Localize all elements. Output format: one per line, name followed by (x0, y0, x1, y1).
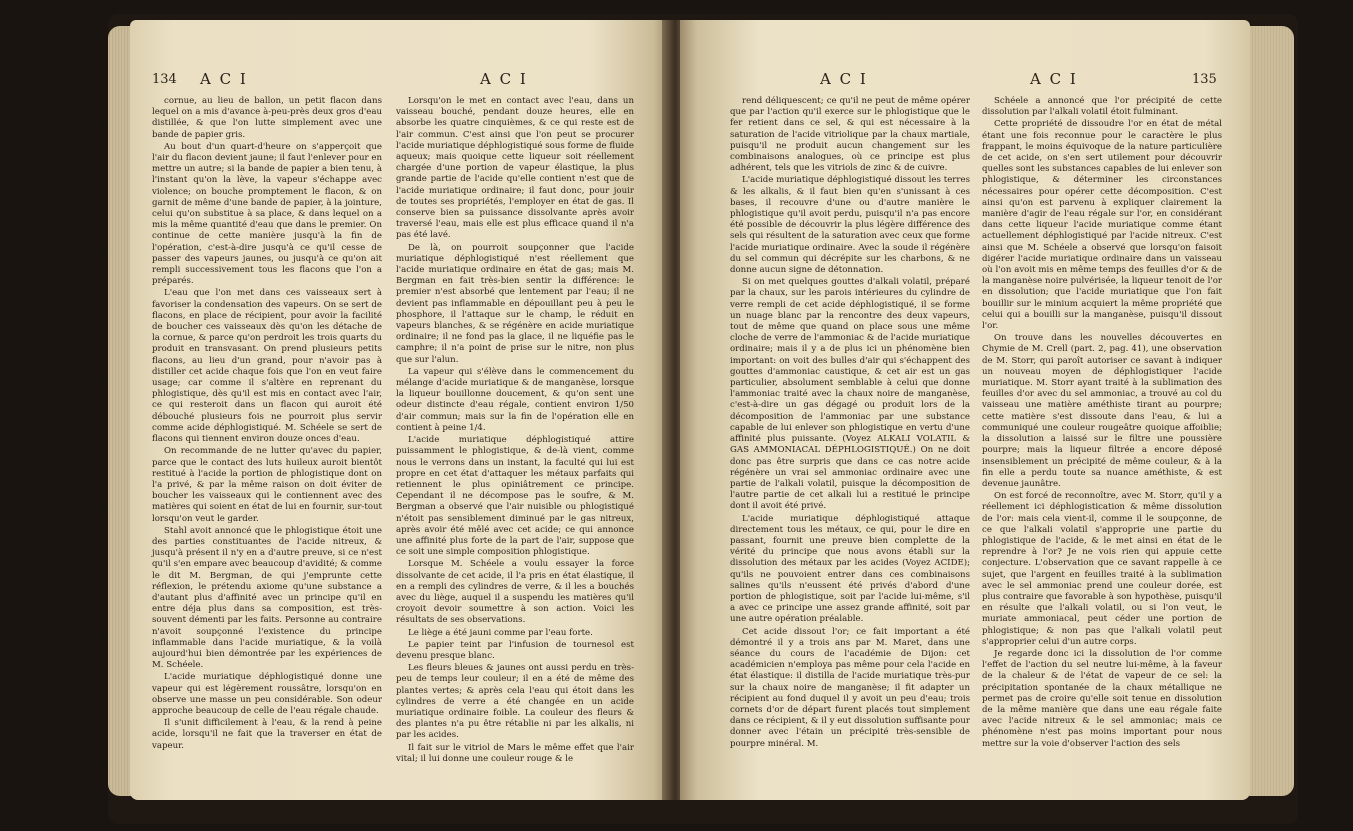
paragraph: Lorsque M. Schéele a voulu essayer la force dissolvante de cet acide, il l'a pris en état élastique, il en a rempli des cylindres de verre, & il les a bouchés avec du liège, auquel il a suspendu les matières qu'il croyoit devoir soumettre à son action. Voici les résultats de ses observations. (396, 559, 634, 626)
paragraph: Si on met quelques gouttes d'alkali volatil, préparé par la chaux, sur les parois intérieures du cylindre de verre rempli de cet acide déphlogistiqué, il se forme un nuage blanc par la rencontre des deux vapeurs, tout de même que quand on place sous une même cloche de verre de l'ammoniac & de l'acide muriatique ordinaire; mais il y a de plus ici un phénomène bien important: on voit des bulles d'air qui s'échappent des gouttes d'ammoniac caustique, & cet air est un gas particulier, absolument semblable à celui que donne l'ammoniac traité avec la chaux noire de manganèse, c'est-à-dire un gas dégagé ou produit lors de la décomposition de l'ammoniac par une substance capable de lui enlever son phlogistique en vertu d'une affinité plus puissante. (Voyez ALKALI VOLATIL & GAS AMMONIACAL DÉPHLOGISTIQUÉ.) On ne doit donc pas être surpris que dans ce cas notre acide régénère un vrai sel ammoniac ordinaire avec une partie de l'alkali volatil, puisque la décomposition de l'autre partie de cet alkali lui a restitué le principe dont il avoit été privé. (730, 277, 970, 512)
paragraph: Au bout d'un quart-d'heure on s'apperçoit que l'air du flacon devient jaune; il faut l'enlever pour en mettre un autre; si la bande de papier a bien tenu, à l'instant qu'on la lève, la vapeur s'échappe avec violence; on bouche promptement le flacon, & on garnit de même d'une bande de papier, à la jointure, celui qu'on substitue à sa place, & dans lequel on a mis la même quantité d'eau que dans le premier. On continue de cette manière jusqu'à la fin de l'opération, c'est-à-dire jusqu'à ce qu'il cesse de passer des vapeurs jaunes, ou jusqu'à ce qu'on ait rempli successivement tous les flacons que l'on a préparés. (152, 141, 382, 287)
paragraph: L'eau que l'on met dans ces vaisseaux sert à favoriser la condensation des vapeurs. On se sert de flacons, en place de récipient, pour avoir la facilité de boucher ces vaisseaux dès qu'on les détache de la cornue, & parce qu'on perdroit les trois quarts du produit en transvasant. On prend plusieurs petits flacons, au lieu d'un grand, pour n'avoir pas à distiller cet acide chaque fois que l'on en veut faire usage; car comme il s'altère en reprenant du phlogistique, dès qu'il est mis en contact avec l'air, ce qui resteroit dans un flacon qui auroit été débouché plusieurs fois ne pourroit plus servir comme acide déphlogistiqué. M. Schéele se sert de flacons qui tiennent environ douze onces d'eau. (152, 288, 382, 445)
book-edge-left (108, 26, 132, 796)
paragraph: rend déliquescent; ce qu'il ne peut de même opérer que par l'action qu'il exerce sur le phlogistique que le fer retient dans ce sel, & qui est nécessaire à la saturation de l'acide vitriolique par la chaux martiale, puisqu'il ne produit aucun changement sur les combinaisons analogues, où ce principe est plus adhérent, tels que les vitriols de zinc & de cuivre. (730, 96, 970, 174)
running-header-right: A C I (480, 70, 528, 88)
page-number: 135 (1192, 72, 1217, 87)
page-number: 134 (152, 72, 177, 87)
running-header-left: A C I (200, 70, 248, 88)
paragraph: L'acide muriatique déphlogistiqué attaque directement tous les métaux, ce qui, pour le dire en passant, fournit une preuve bien complette de la vérité du principe que nous avons établi sur la dissolution des métaux par les acides (Voyez ACIDE); qu'ils ne pouvoient entrer dans ces combinaisons salines qu'ils n'eussent été privés d'abord d'une portion de phlogistique, soit par l'acide lui-même, s'il a avec ce principe une assez grande affinité, soit par une autre opération préalable. (730, 513, 970, 625)
paragraph: Le papier teint par l'infusion de tournesol est devenu presque blanc. (396, 639, 634, 661)
paragraph: Je regarde donc ici la dissolution de l'or comme l'effet de l'action du sel neutre lui-même, à la faveur de la chaleur & de l'état de vapeur de ce sel: la précipitation spontanée de la chaux métallique ne permet pas de croire qu'elle soit tenue en dissolution de la même manière que dans une eau régale faite avec l'acide nitreux & le sel ammoniac; mais ce phénomène n'est pas moins important pour nous mettre sur la voie d'observer l'action des sels (982, 648, 1222, 749)
text-column-1 (730, 96, 970, 751)
paragraph: Cette propriété de dissoudre l'or en état de métal étant une fois reconnue pour le caractère le plus frappant, le moins équivoque de la nature particulière de cet acide, on s'en sert utilement pour découvrir quelles sont les substances capables de lui enlever son phlogistique, & déterminer les circonstances nécessaires pour opérer cette décomposition. C'est ainsi qu'on est parvenu à expliquer clairement la manière d'agir de l'eau régale sur l'or, en considérant dans cette liqueur l'acide muriatique comme étant actuellement déphlogistiqué par l'acide nitreux. C'est ainsi que M. Schéele a observé que lorsqu'on faisoit digérer l'acide muriatique ordinaire dans un vaisseau où l'on avoit mis en même temps des feuilles d'or & de la manganèse noire pulvérisée, la liqueur tenoit de l'or en dissolution; que l'acide muriatique que l'on fait bouillir sur le minium acquiert la même propriété que celui qui a bouilli sur la manganèse, puisqu'il dissout l'or. (982, 119, 1222, 332)
paragraph: L'acide muriatique déphlogistiqué attire puissamment le phlogistique, & de-là vient, comme nous le verrons dans un instant, la faculté qui lui est propre en cet état d'attaquer les métaux parfaits qui retiennent le plus opiniâtrement ce principe. Cependant il ne décompose pas le soufre, & M. Bergman a observé que l'air nuisible ou phlogistiqué n'étoit pas sensiblement diminué par le gas nitreux, après avoir été mêlé avec cet acide; ce qui annonce une affinité plus forte de la part de l'air, suppose que ce soit une simple composition phlogistique. (396, 435, 634, 558)
paragraph: Lorsqu'on le met en contact avec l'eau, dans un vaisseau bouché, pendant douze heures, elle en absorbe les quatre cinquièmes, & ce qui reste est de l'air commun. C'est ainsi que l'on peut se procurer l'acide muriatique déphlogistiqué sous forme de fluide aqueux; mais quoique cette liqueur soit réellement chargée d'une portion de vapeur élastique, la plus grande partie de l'acide qu'elle contient n'est que de l'acide muriatique ordinaire; il faut donc, pour jouir de toutes ses propriétés, l'employer en état de gas. Il conserve bien sa puissance dissolvante après avoir traversé l'eau, mais elle est plus efficace quand il n'a pas été lavé. (396, 96, 634, 241)
running-header-right: A C I (1030, 70, 1078, 88)
right-page (680, 20, 1250, 800)
text-column-2 (982, 96, 1222, 751)
book-edge-right (1248, 26, 1294, 796)
paragraph: cornue, au lieu de ballon, un petit flacon dans lequel on a mis d'avance à-peu-près deux gros d'eau distillée, & que l'on lutte simplement avec une bande de papier gris. (152, 96, 382, 140)
paragraph: Les fleurs bleues & jaunes ont aussi perdu en très-peu de temps leur couleur; il en a été de même des plantes vertes; & après cela l'eau qui étoit dans les cylindres de verre a été changée en un acide muriatique ordinaire foible. La couleur des fleurs & des plantes n'a pu être rétablie ni par les alkalis, ni par les acides. (396, 663, 634, 741)
paragraph: L'acide muriatique déphlogistiqué dissout les terres & les alkalis, & il faut bien qu'en s'unissant à ces bases, il recouvre d'une ou d'autre manière le phlogistique qu'il avoit perdu, puisqu'il n'a pas encore été possible de découvrir la plus légère différence des sels qui résultent de la saturation avec ceux que forme l'acide muriatique ordinaire. Avec la soude il régénère du sel commun qui décrépite sur les charbons, & ne donne aucun signe de détonnation. (730, 175, 970, 276)
paragraph: L'acide muriatique déphlogistiqué donne une vapeur qui est légèrement roussâtre, lorsqu'on en observe une masse un peu considérable. Son odeur approche beaucoup de celle de l'eau régale chaude. (152, 672, 382, 716)
text-column-2 (396, 96, 634, 766)
paragraph: Schéele a annoncé que l'or précipité de cette dissolution par l'alkali volatil étoit fulminant. (982, 96, 1222, 118)
paragraph: La vapeur qui s'élève dans le commencement du mélange d'acide muriatique & de manganèse, lorsque la liqueur bouillonne doucement, & qu'on sent une odeur distincte d'eau régale, contient environ 1/50 d'air commun; mais sur la fin de l'opération elle en contient à peine 1/4. (396, 366, 634, 433)
paragraph: Cet acide dissout l'or; ce fait important a été démontré il y a trois ans par M. Maret, dans une séance du cours de l'académie de Dijon: cet académicien n'employa pas même pour cela l'acide en état élastique: il distilla de l'acide muriatique très-pur sur la chaux noire de manganèse; il fit adapter un récipient au fond duquel il y avoit un peu d'eau; trois cornets d'or de départ furent placés tout simplement dans ce récipient, & il y eut dissolution suffisante pour donner avec l'étain un précipité très-sensible de pourpre minéral. M. (730, 626, 970, 749)
paragraph: Le liège a été jauni comme par l'eau forte. (408, 627, 593, 638)
paragraph: Il fait sur le vitriol de Mars le même effet que l'air vital; il lui donne une couleur rouge & le (396, 742, 634, 764)
text-column-1 (152, 96, 382, 753)
paragraph: Il s'unit difficilement à l'eau, & la rend à peine acide, lorsqu'il ne fait que la traverser en état de vapeur. (152, 718, 382, 751)
paragraph: On trouve dans les nouvelles découvertes en Chymie de M. Crell (part. 2, pag. 41), une observation de M. Storr, qui paroît autoriser ce savant à indiquer un nouveau moyen de déphlogistiquer l'acide muriatique. M. Storr ayant traité à la sublimation des feuilles d'or avec du sel ammoniac, a trouvé au col du vaisseau une matière améthiste tirant au pourpre; cette matière s'est dissoute dans l'eau, & lui a communiqué une couleur rougeâtre quoique affoiblie; la dissolution a laissé sur le filtre une poussière pourpre; mais la liqueur filtrée a encore déposé insensiblement un précipité de même couleur, & à la fin elle a perdu toute sa nuance améthiste, & est devenue jaunâtre. (982, 333, 1222, 489)
paragraph: De là, on pourroit soupçonner que l'acide muriatique déphlogistiqué n'est réellement que l'acide muriatique ordinaire en état de gas; mais M. Bergman en fait très-bien sentir la différence: le premier n'est absorbé que lentement par l'eau; il ne devient pas inflammable en dépouillant peu à peu le phosphore, il l'attaque sur le champ, le réduit en vapeurs blanches, & se régénère en acide muriatique ordinaire; il ne fond pas la glace, il ne liquéfie pas le camphre; il n'a point de prise sur le nitre, non plus que sur l'alun. (396, 242, 634, 365)
running-header-left: A C I (820, 70, 868, 88)
paragraph: On recommande de ne lutter qu'avec du papier, parce que le contact des luts huileux auroit bientôt restitué à l'acide la portion de phlogistique dont on l'a privé, & par la même raison on doit éviter de boucher les vaisseaux qui le contiennent avec des matières qui soient en état de lui en fournir, sur-tout lorsqu'on veut le garder. (152, 446, 382, 524)
paragraph: Stahl avoit annoncé que le phlogistique étoit une des parties constituantes de l'acide nitreux, & jusqu'à présent il n'y en a d'autre preuve, si ce n'est qu'il s'en empare avec beaucoup d'avidité; & comme le dit M. Bergman, de qui j'emprunte cette réflexion, le prétendu axiome qu'une substance a d'autant plus d'affinité avec un principe qu'il en entre déja plus dans sa composition, est très-souvent démenti par les faits. Personne au contraire n'avoit soupçonné l'existence du principe inflammable dans l'acide muriatique, & la voilà aujourd'hui bien démontrée par les expériences de M. Schéele. (152, 525, 382, 671)
paragraph: On est forcé de reconnoître, avec M. Storr, qu'il y a réellement ici déphlogistication & même dissolution de l'or: mais cela vient-il, comme il le soupçonne, de ce que l'alkali volatil s'approprie une partie du phlogistique de l'acide, & le met ainsi en état de le reprendre à l'or? Je ne vois rien qui appuie cette conjecture. L'observation que ce savant rappelle à ce sujet, que l'argent en feuilles traité à la sublimation avec le sel ammoniac prend une couleur dorée, est plus contraire que favorable à son hypothèse, puisqu'il en résulte que l'alkali volatil, ou si l'on veut, le muriate ammoniacal, peut céder une portion de phlogistique; & non pas que l'alkali volatil peut s'approprier celui d'un autre corps. (982, 491, 1222, 647)
left-page (130, 20, 670, 800)
